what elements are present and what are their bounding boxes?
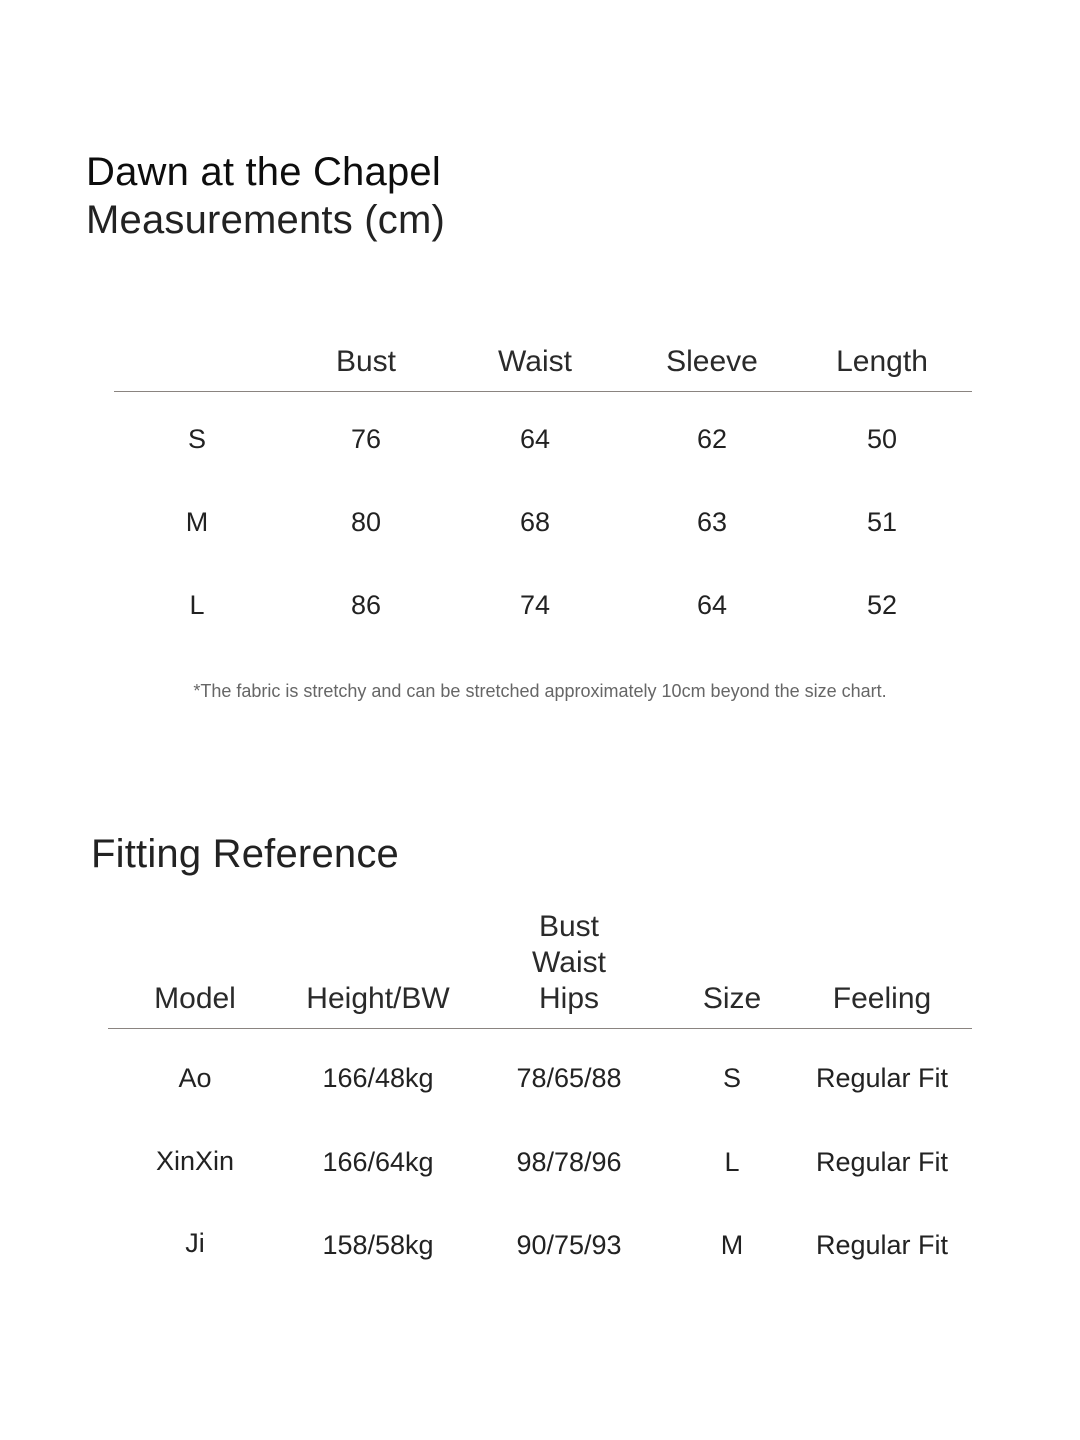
sleeve-value: 64	[696, 590, 728, 620]
model-name: XinXin	[155, 1146, 235, 1176]
header-divider	[114, 391, 972, 392]
product-title: Dawn at the Chapel	[86, 150, 441, 194]
bust-value: 76	[350, 424, 382, 454]
header-divider	[108, 1028, 972, 1029]
column-header-feeling: Feeling	[832, 982, 932, 1015]
feeling-value: Regular Fit	[815, 1063, 949, 1093]
measurements-title: Measurements (cm)	[86, 198, 446, 242]
column-header-waist: Waist	[498, 345, 572, 378]
size-value: S	[722, 1063, 742, 1093]
height-bw-value: 166/48kg	[322, 1063, 434, 1093]
waist-value: 64	[519, 424, 551, 454]
size-value: M	[720, 1230, 744, 1260]
length-value: 51	[866, 507, 898, 537]
column-header-bust: Bust	[335, 345, 397, 378]
column-header-model: Model	[154, 982, 236, 1015]
sleeve-value: 63	[696, 507, 728, 537]
column-header-height-bw: Height/BW	[306, 982, 450, 1015]
feeling-value: Regular Fit	[815, 1230, 949, 1260]
waist-value: 74	[519, 590, 551, 620]
column-header-length: Length	[836, 345, 928, 378]
column-header-bust-waist-hips	[532, 909, 606, 1017]
size-value: L	[724, 1147, 740, 1177]
waist-value: 68	[519, 507, 551, 537]
model-name: Ji	[185, 1228, 205, 1258]
height-bw-value: 158/58kg	[322, 1230, 434, 1260]
fitting-reference-title: Fitting Reference	[91, 832, 399, 876]
stretch-note: *The fabric is stretchy and can be stretched approximately 10cm beyond the size chart.	[193, 681, 887, 701]
column-header-bust: Bust	[538, 910, 600, 943]
sleeve-value: 62	[696, 424, 728, 454]
size-label: L	[189, 590, 205, 620]
length-value: 50	[866, 424, 898, 454]
column-header-hips: Hips	[538, 982, 600, 1015]
size-label: M	[185, 507, 209, 537]
bust-waist-hips-value: 78/65/88	[516, 1063, 622, 1093]
length-value: 52	[866, 590, 898, 620]
bust-value: 80	[350, 507, 382, 537]
bust-waist-hips-value: 98/78/96	[516, 1147, 622, 1177]
model-name: Ao	[178, 1063, 212, 1093]
column-header-sleeve: Sleeve	[666, 345, 758, 378]
feeling-value: Regular Fit	[815, 1147, 949, 1177]
bust-value: 86	[350, 590, 382, 620]
size-label: S	[187, 424, 207, 454]
column-header-waist: Waist	[532, 946, 606, 979]
column-header-size: Size	[702, 982, 762, 1015]
bust-waist-hips-value: 90/75/93	[516, 1230, 622, 1260]
height-bw-value: 166/64kg	[322, 1147, 434, 1177]
